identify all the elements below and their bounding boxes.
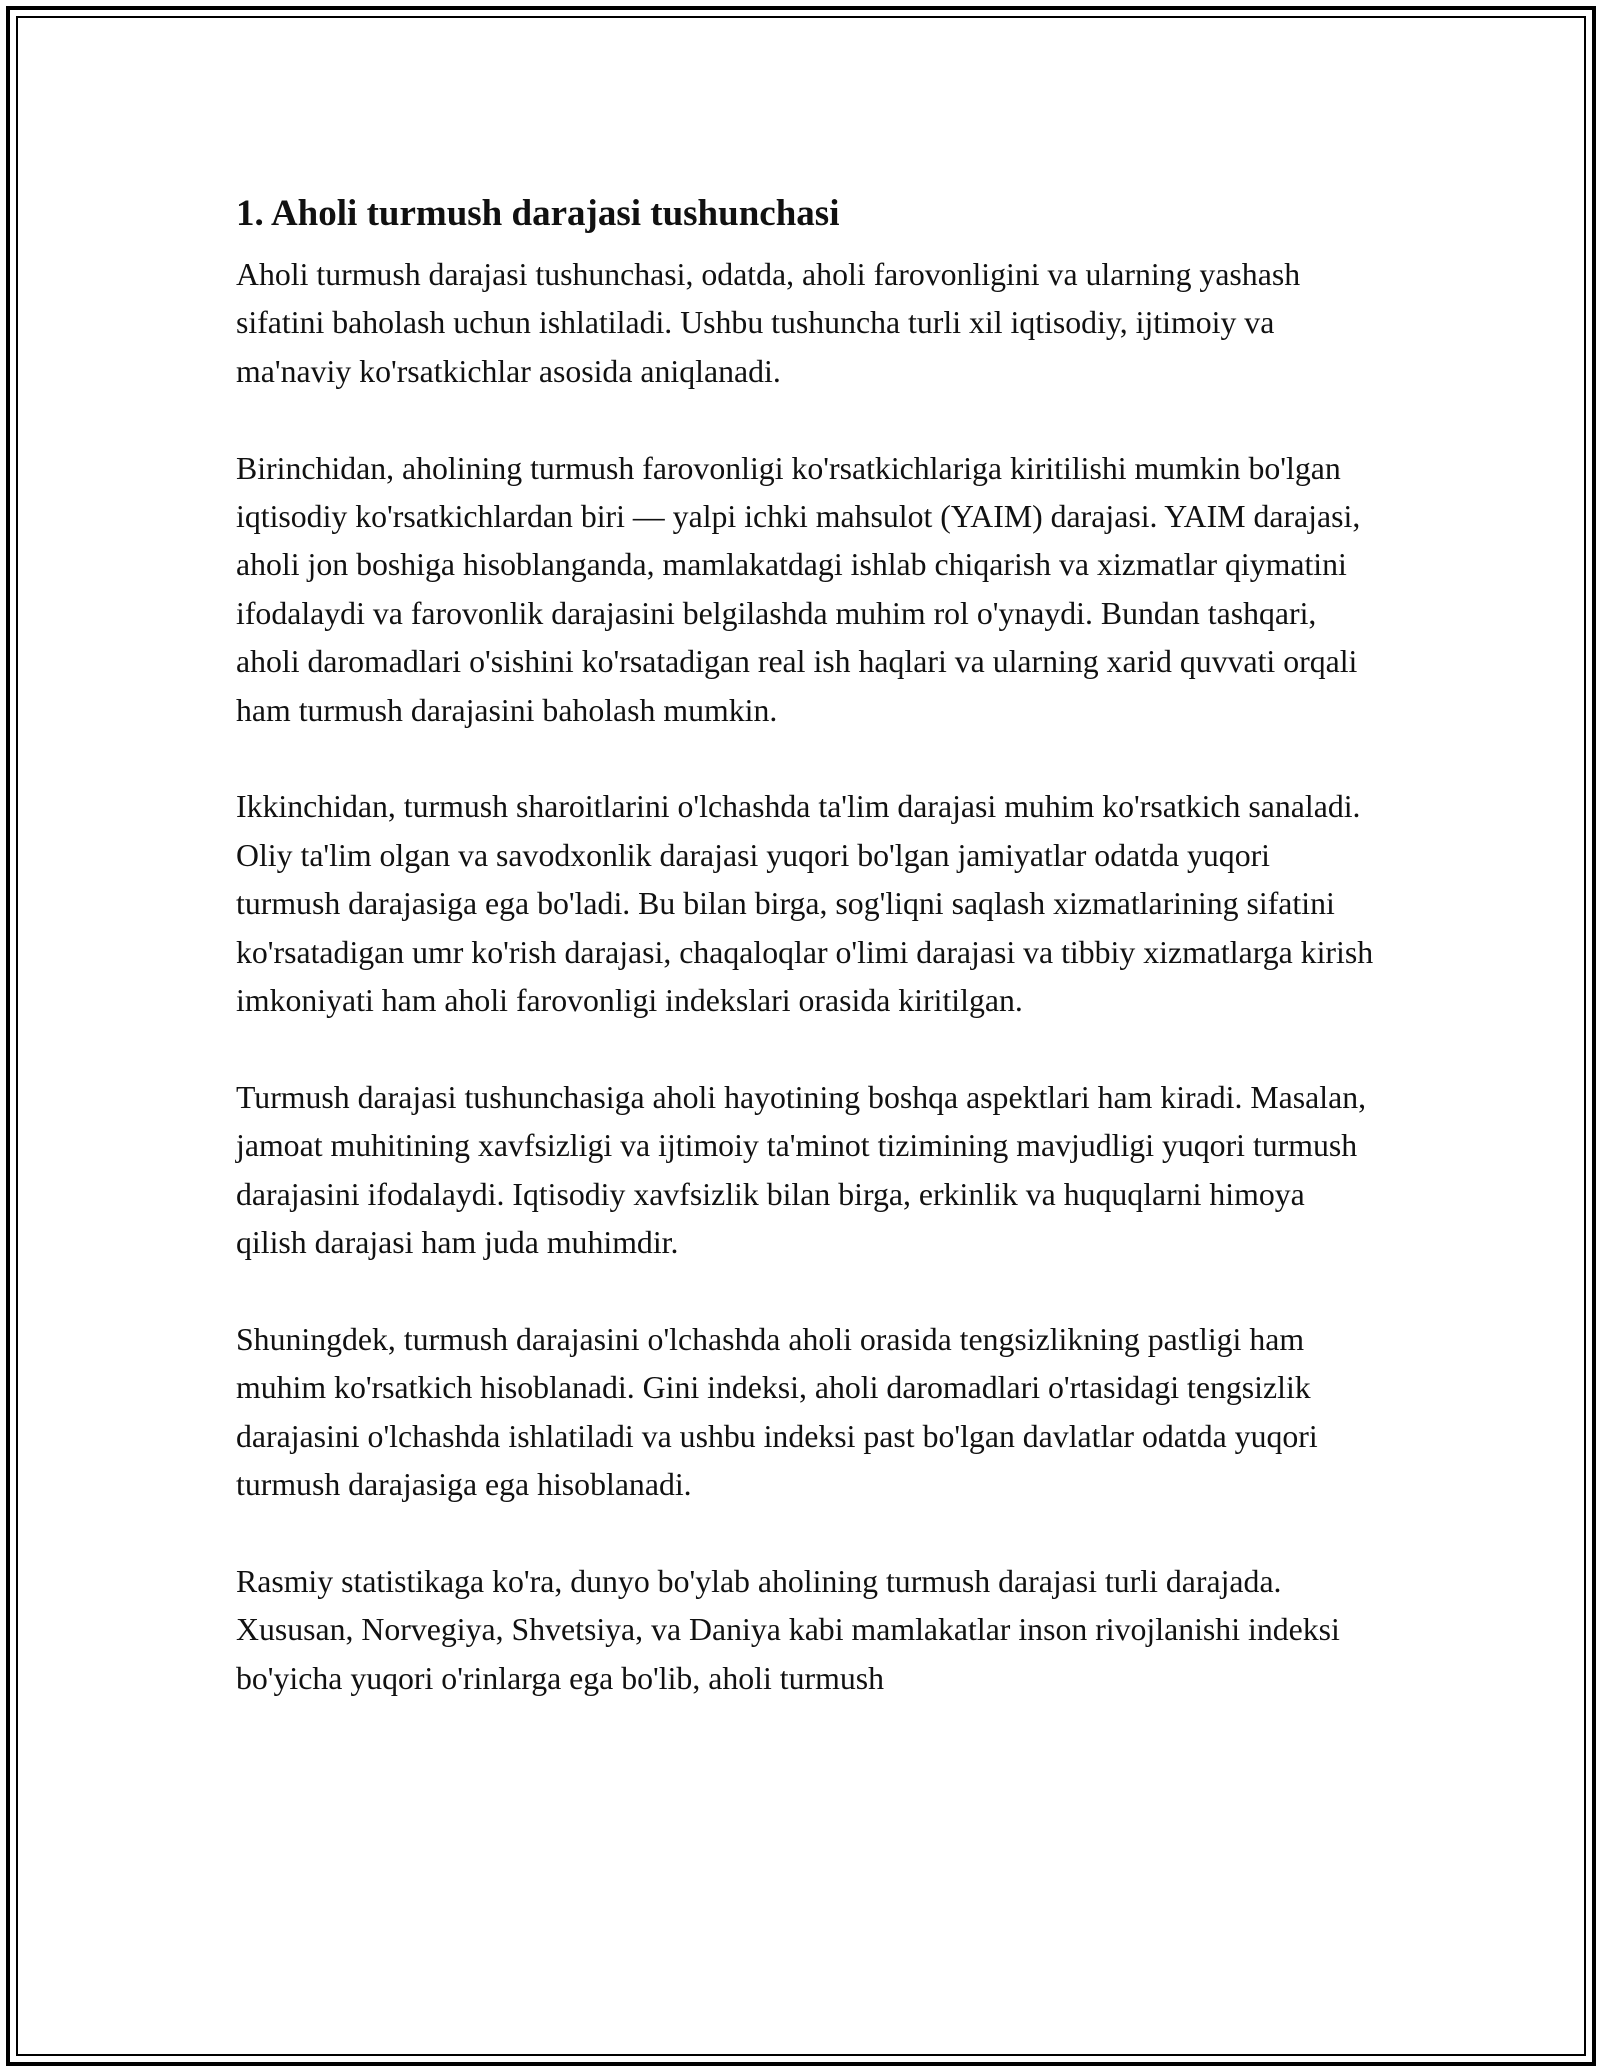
paragraph: Ikkinchidan, turmush sharoitlarini o'lchashda ta'lim darajasi muhim ko'rsatkich sanaladi. Oliy ta'lim olgan va savodxonlik darajasi yuqori bo'lgan jamiyatlar odatda yuqori turmush darajasiga ega bo'ladi. Bu bilan birga, sog'liqni saqlash xizmatlarining sifatini ko'rsatadigan umr ko'rish darajasi, chaqaloqlar o'limi darajasi va tibbiy xizmatlarga kirish imkoniyati ham aholi farovonligi indekslari orasida kiritilgan. [236,789,1374,1019]
paragraph: Birinchidan, aholining turmush farovonligi ko'rsatkichlariga kiritilishi mumkin bo'lgan iqtisodiy ko'rsatkichlardan biri — yalpi ichki mahsulot (YAIM) darajasi. YAIM darajasi, aholi jon boshiga hisoblanganda, mamlakatdagi ishlab chiqarish va xizmatlar qiymatini ifodalaydi va farovonlik darajasini belgilashda muhim rol o'ynaydi. Bundan tashqari, aholi daromadlari o'sishini ko'rsatadigan real ish haqlari va ularning xarid quvvati orqali ham turmush darajasini baholash mumkin. [236,450,1361,728]
section-heading: 1. Aholi turmush darajasi tushunchasi [236,193,840,234]
document-body [236,186,1376,1752]
paragraph: Turmush darajasi tushunchasiga aholi hayotining boshqa aspektlari ham kiradi. Masalan, jamoat muhitining xavfsizligi va ijtimoiy ta'minot tizimining mavjudligi yuqori turmush darajasini ifodalaydi. Iqtisodiy xavfsizlik bilan birga, erkinlik va huquqlarni himoya qilish darajasi ham juda muhimdir. [236,1079,1367,1261]
paragraph: Shuningdek, turmush darajasini o'lchashda aholi orasida tengsizlikning pastligi ham muhim ko'rsatkich hisoblanadi. Gini indeksi, aholi daromadlari o'rtasidagi tengsizlik darajasini o'lchashda ishlatiladi va ushbu indeksi past bo'lgan davlatlar odatda yuqori turmush darajasiga ega hisoblanadi. [236,1321,1318,1503]
paragraph: Aholi turmush darajasi tushunchasi, odatda, aholi farovonligini va ularning yashash sifatini baholash uchun ishlatiladi. Ushbu tushuncha turli xil iqtisodiy, ijtimoiy va ma'naviy ko'rsatkichlar asosida aniqlanadi. [236,257,1301,389]
paragraph: Rasmiy statistikaga ko'ra, dunyo bo'ylab aholining turmush darajasi turli darajada. Xususan, Norvegiya, Shvetsiya, va Daniya kabi mamlakatlar inson rivojlanishi indeksi bo'yicha yuqori o'rinlarga ega bo'lib, aholi turmush [236,1563,1340,1696]
